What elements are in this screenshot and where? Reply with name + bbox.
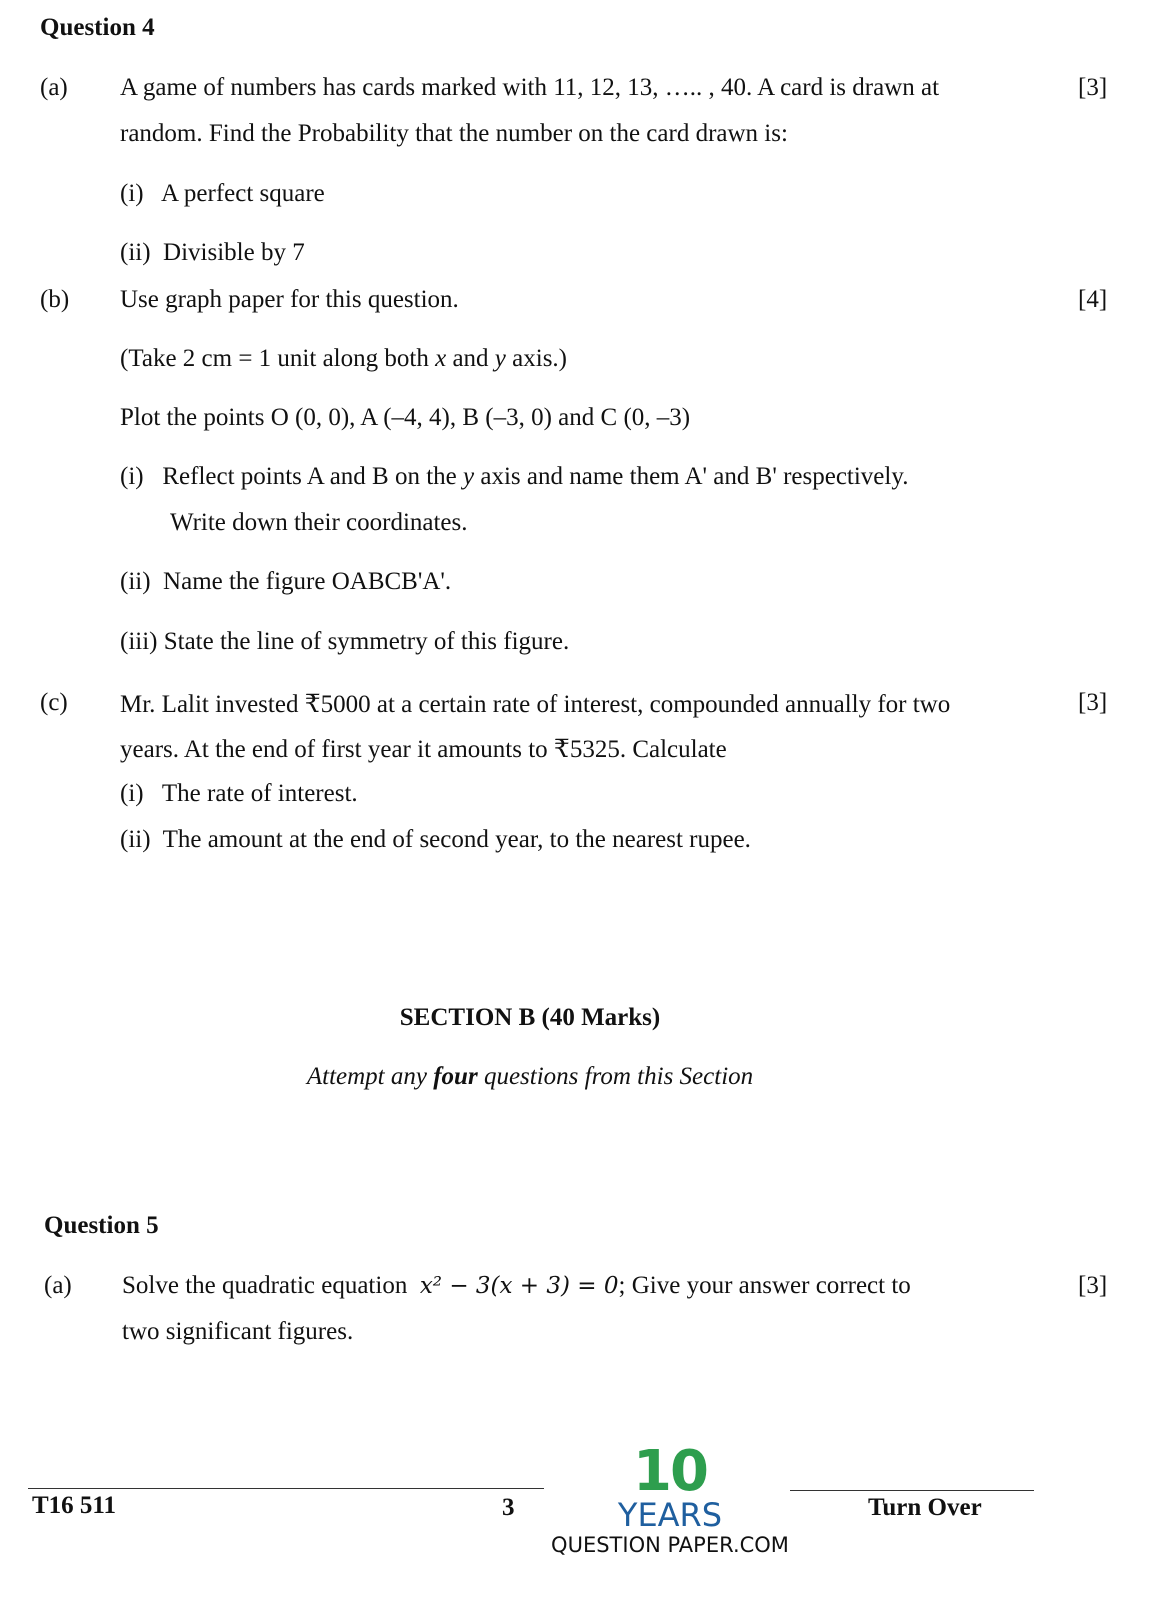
logo-site: QUESTION PAPER.COM — [551, 1533, 789, 1557]
quadratic-equation: x² − 3(x + 3) = 0 — [419, 1273, 619, 1299]
section-b-heading: SECTION B (40 Marks) — [399, 1004, 661, 1031]
q4b-line1: Use graph paper for this question. — [120, 286, 459, 313]
q4a-marks: [3] — [1078, 74, 1108, 101]
turn-over: Turn Over — [868, 1494, 982, 1521]
paper-code: T16 511 — [32, 1492, 117, 1519]
q4a-line1: A game of numbers has cards marked with 11, 12, 13, ….. , 40. A card is drawn at — [120, 74, 940, 101]
q4c-part-i: (i) The rate of interest. — [120, 780, 358, 807]
question-5-title: Question 5 — [44, 1212, 159, 1239]
q4c-line1: Mr. Lalit invested ₹5000 at a certain rate of interest, compounded annually for two — [120, 691, 951, 718]
q4c-marks: [3] — [1078, 689, 1108, 716]
q4b-part-ii: (ii) Name the figure OABCB'A'. — [120, 568, 452, 595]
q4b-marks: [4] — [1078, 286, 1108, 313]
section-b-instruction: Attempt any four questions from this Section — [306, 1063, 754, 1090]
watermark-logo — [540, 1439, 800, 1596]
footer-rule-left — [28, 1488, 544, 1489]
q4b-part-i-cont: Write down their coordinates. — [170, 509, 468, 536]
logo-number: 10 — [633, 1439, 707, 1504]
q4c-line2: years. At the end of first year it amounts to ₹5325. Calculate — [120, 736, 727, 763]
q4b-label: (b) — [40, 286, 70, 313]
q4a-line2: random. Find the Probability that the number on the card drawn is: — [120, 120, 788, 147]
q5a-line2: two significant figures. — [122, 1318, 354, 1345]
logo-years: YEARS — [617, 1496, 723, 1534]
q4b-part-i: (i) Reflect points A and B on the y axis and name them A' and B' respectively. — [120, 463, 909, 490]
q4a-part-i: (i) A perfect square — [120, 180, 325, 207]
q4a-part-ii: (ii) Divisible by 7 — [120, 239, 305, 266]
q4c-part-ii: (ii) The amount at the end of second year, to the nearest rupee. — [120, 826, 751, 853]
q5a-line1: Solve the quadratic equation x² − 3(x + 3) = 0; Give your answer correct to — [122, 1272, 911, 1299]
q4b-part-iii: (iii) State the line of symmetry of this figure. — [120, 628, 570, 655]
q4a-label: (a) — [40, 74, 68, 101]
question-4-title: Question 4 — [40, 14, 155, 41]
q5a-marks: [3] — [1078, 1272, 1108, 1299]
footer-rule-right — [790, 1490, 1034, 1491]
q4b-plot-points: Plot the points O (0, 0), A (–4, 4), B (–3, 0) and C (0, –3) — [120, 404, 691, 431]
q5a-label: (a) — [44, 1272, 72, 1299]
q4b-scale-note: (Take 2 cm = 1 unit along both x and y axis.) — [120, 345, 568, 372]
page-number: 3 — [502, 1494, 515, 1521]
q4c-label: (c) — [40, 689, 68, 716]
